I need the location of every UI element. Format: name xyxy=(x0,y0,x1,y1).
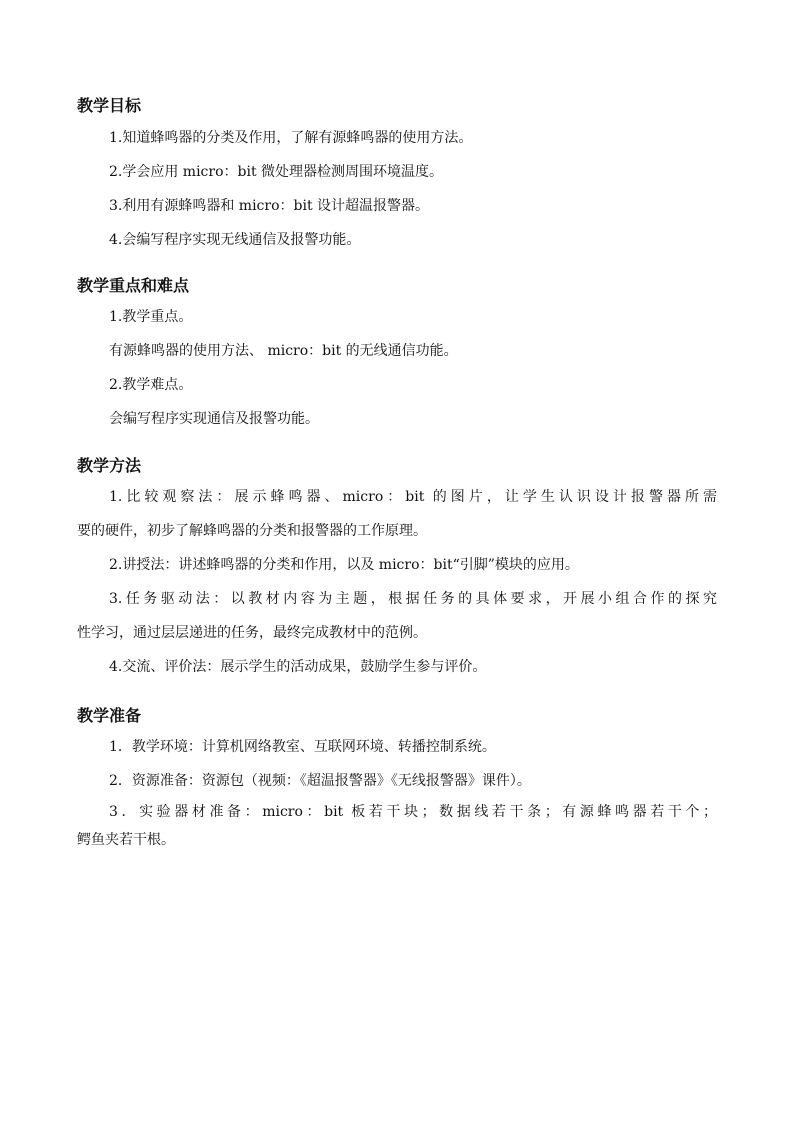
method-line-2: 2.讲授法：讲述蜂鸣器的分类和作用，以及 micro：bit“引脚”模块的应用。 xyxy=(109,557,579,573)
objective-line-2: 2.学会应用 micro：bit 微处理器检测周围环境温度。 xyxy=(109,164,444,180)
heading-teaching-preparation: 教学准备 xyxy=(77,706,142,725)
method-line-4: 4.交流、评价法：展示学生的活动成果，鼓励学生参与评价。 xyxy=(109,659,487,675)
preparation-line-2: 2．资源准备：资源包（视频：《超温报警器》《无线报警器》课件）。 xyxy=(109,773,531,789)
objective-line-4: 4.会编写程序实现无线通信及报警功能。 xyxy=(109,232,361,248)
method-line-3: 3.任务驱动法：以教材内容为主题，根据任务的具体要求，开展小组合作的探究 xyxy=(109,591,717,607)
difficulty-label: 2.教学难点。 xyxy=(109,377,193,393)
difficulty-text: 会编写程序实现通信及报警功能。 xyxy=(109,411,319,427)
heading-key-points: 教学重点和难点 xyxy=(77,276,190,295)
preparation-line-1: 1．教学环境：计算机网络教室、互联网环境、转播控制系统。 xyxy=(109,739,496,755)
heading-teaching-methods: 教学方法 xyxy=(77,456,142,475)
objective-line-3: 3.利用有源蜂鸣器和 micro：bit 设计超温报警器。 xyxy=(109,198,430,214)
key-point-label: 1.教学重点。 xyxy=(109,309,193,325)
method-line-1: 1.比较观察法：展示蜂鸣器、micro：bit 的图片，让学生认识设计报警器所需 xyxy=(109,489,717,505)
preparation-line-3-cont: 鳄鱼夹若干根。 xyxy=(77,832,175,848)
preparation-line-3: 3．实验器材准备：micro：bit 板若干块；数据线若干条；有源蜂鸣器若干个； xyxy=(109,804,717,820)
method-line-3-cont: 性学习，通过层层递进的任务，最终完成教材中的范例。 xyxy=(77,625,427,641)
method-line-1-cont: 要的硬件，初步了解蜂鸣器的分类和报警器的工作原理。 xyxy=(77,523,427,539)
key-point-text: 有源蜂鸣器的使用方法、 micro：bit 的无线通信功能。 xyxy=(109,343,458,359)
objective-line-1: 1.知道蜂鸣器的分类及作用，了解有源蜂鸣器的使用方法。 xyxy=(109,130,473,146)
heading-teaching-objectives: 教学目标 xyxy=(77,96,142,115)
